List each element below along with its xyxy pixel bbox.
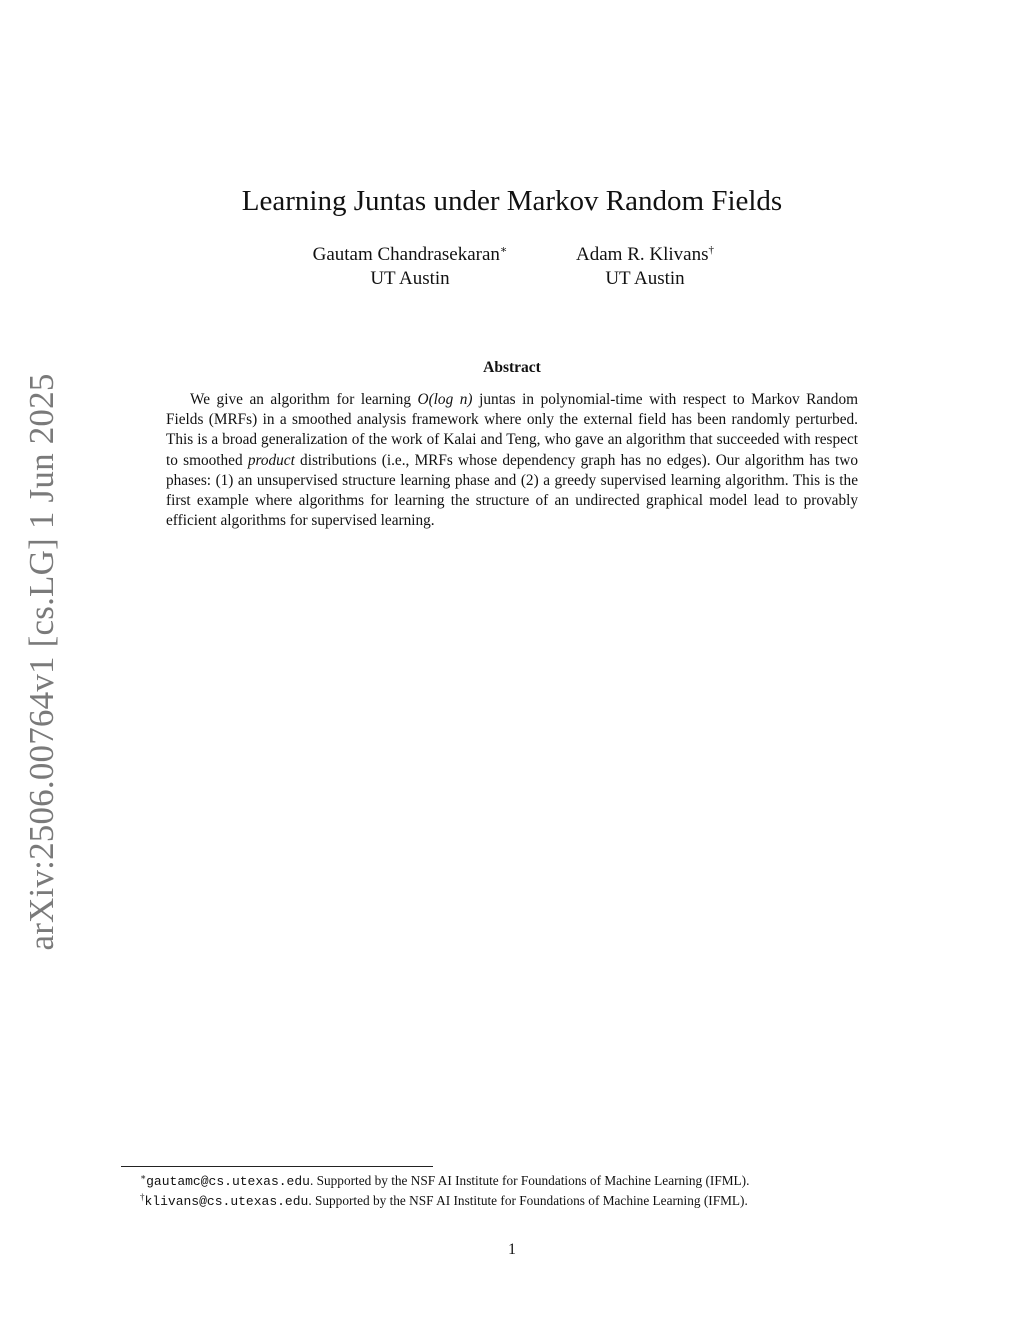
math-expression: O(log n) bbox=[417, 391, 473, 408]
author-name: Adam R. Klivans bbox=[576, 244, 709, 265]
author-name-line bbox=[300, 243, 520, 267]
footnote-2 bbox=[140, 1192, 900, 1211]
author-footnote-mark: ∗ bbox=[499, 244, 508, 256]
arxiv-identifier-stamp: arXiv:2506.00764v1 [cs.LG] 1 Jun 2025 bbox=[22, 373, 61, 951]
footnote-divider bbox=[121, 1166, 433, 1167]
footnote-text: . Supported by the NSF AI Institute for Foundations of Machine Learning (IFML). bbox=[309, 1173, 750, 1188]
author-name: Gautam Chandrasekaran bbox=[312, 244, 500, 265]
footnote-1 bbox=[140, 1172, 900, 1191]
author-affiliation: UT Austin bbox=[370, 268, 450, 289]
author-block-1 bbox=[300, 243, 520, 291]
footnote-mark: † bbox=[140, 1192, 145, 1202]
abstract-text-part: distributions (i.e., MRFs whose dependency graph has no edges). Our algorithm has two phases: (1) an unsupervised structure learning phase and (2) a greedy supervised learning algorithm. This is the first example where algorithms for learning the structure of an undirected graphical model lead to provably efficient algorithms for supervised learning. bbox=[166, 451, 858, 530]
abstract-text-part: juntas in polynomial-time with respect to Markov Random Fields (MRFs) in a smoothed analysis framework where only the external field has been randomly perturbed. This is a broad generalization of the work of Kalai and Teng, who gave an algorithm that succeeded with respect to smoothed bbox=[166, 391, 858, 469]
author-name-line bbox=[560, 243, 730, 267]
footnote-mark: ∗ bbox=[140, 1172, 147, 1182]
author-footnote-mark: † bbox=[708, 244, 714, 256]
paper-title: Learning Juntas under Markov Random Fields bbox=[241, 185, 783, 217]
abstract-text bbox=[166, 390, 858, 531]
emphasized-word: product bbox=[247, 451, 295, 469]
abstract-heading: Abstract bbox=[483, 359, 541, 376]
author-block-2 bbox=[560, 243, 730, 291]
author-affiliation: UT Austin bbox=[605, 268, 685, 289]
footnote-text: . Supported by the NSF AI Institute for Foundations of Machine Learning (IFML). bbox=[308, 1193, 748, 1208]
footnote-email-link[interactable]: klivans@cs.utexas.edu bbox=[144, 1194, 309, 1209]
footnote-email-link[interactable]: gautamc@cs.utexas.edu bbox=[146, 1174, 310, 1189]
page-number: 1 bbox=[508, 1241, 516, 1258]
abstract-text-part: We give an algorithm for learning bbox=[190, 391, 418, 408]
